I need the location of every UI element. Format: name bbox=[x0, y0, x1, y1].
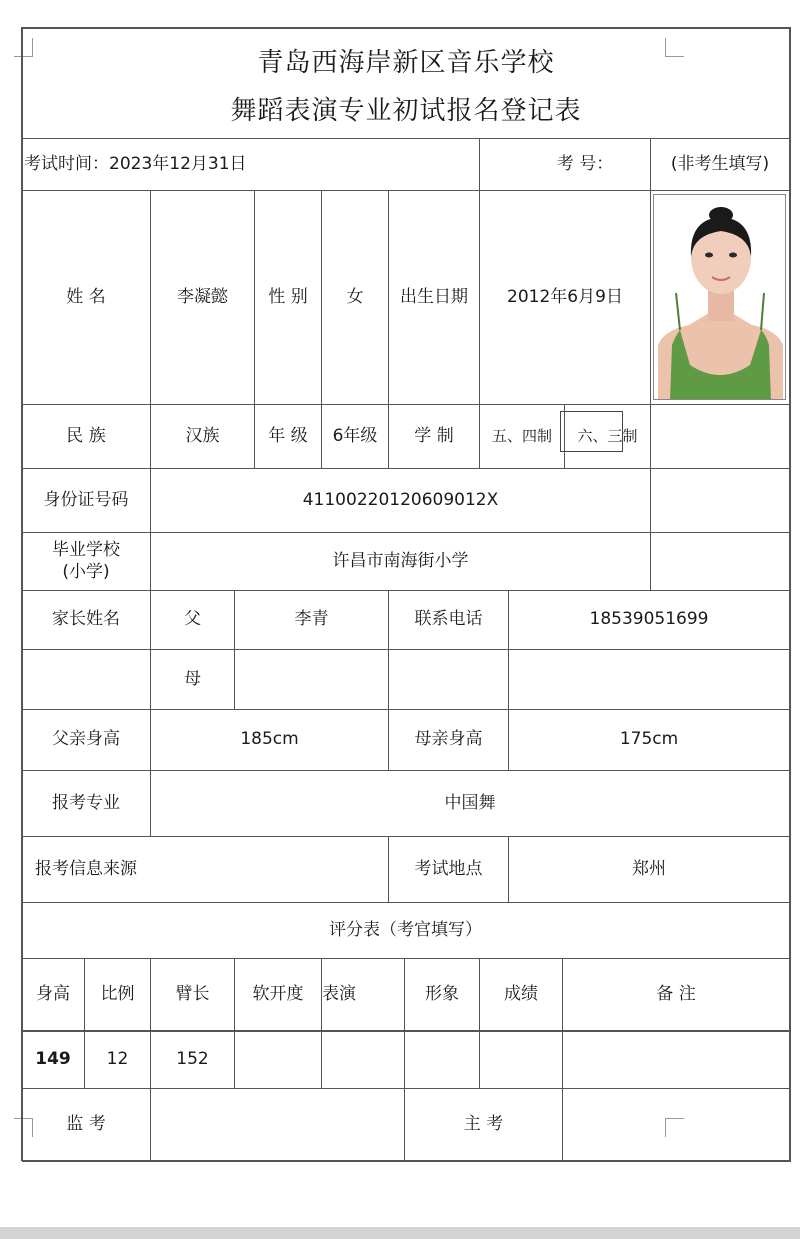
phone-label: 联系电话 bbox=[414, 609, 483, 630]
score-value-image[interactable] bbox=[405, 1031, 479, 1088]
grade-label: 年 级 bbox=[268, 425, 308, 446]
info-source-label: 报考信息来源 bbox=[35, 858, 137, 879]
mother-height-value[interactable]: 175cm bbox=[619, 729, 679, 750]
score-value-flexibility[interactable] bbox=[235, 1031, 321, 1088]
score-header-proportion: 比例 bbox=[100, 983, 135, 1004]
score-header-image: 形象 bbox=[425, 983, 459, 1004]
chief-examiner-signature-field[interactable] bbox=[563, 1089, 789, 1160]
ethnicity-label: 民 族 bbox=[66, 425, 106, 446]
school-system-option-6-3[interactable]: 六、三制 bbox=[577, 427, 638, 446]
proctor-signature-field[interactable] bbox=[151, 1089, 404, 1160]
school-title: 青岛西海岸新区音乐学校 bbox=[257, 48, 555, 78]
mother-name-value[interactable] bbox=[235, 650, 388, 709]
score-header-result: 成绩 bbox=[504, 983, 538, 1004]
form-title: 舞蹈表演专业初试报名登记表 bbox=[230, 96, 582, 126]
score-value-remarks[interactable] bbox=[563, 1031, 789, 1088]
mother-phone-label-empty bbox=[389, 650, 508, 709]
school-system-label: 学 制 bbox=[414, 425, 454, 446]
mother-phone-value[interactable] bbox=[509, 650, 789, 709]
father-height-label: 父亲身高 bbox=[52, 729, 120, 750]
father-label: 父 bbox=[184, 609, 201, 630]
exam-location-label: 考试地点 bbox=[414, 858, 483, 879]
score-header-height: 身高 bbox=[36, 983, 70, 1004]
exam-location-value[interactable]: 郑州 bbox=[632, 858, 666, 879]
parent-name-label: 家长姓名 bbox=[52, 609, 120, 630]
ethnicity-value[interactable]: 汉族 bbox=[185, 425, 220, 446]
mother-height-label: 母亲身高 bbox=[414, 729, 483, 750]
grade-value[interactable]: 6年级 bbox=[332, 425, 378, 446]
father-phone-value[interactable]: 18539051699 bbox=[589, 609, 709, 630]
graduation-school-label-line1: 毕业学校 bbox=[52, 540, 120, 561]
score-value-height[interactable]: 149 bbox=[35, 1048, 71, 1069]
graduation-school-label-line2: (小学) bbox=[62, 561, 110, 582]
score-header-flexibility: 软开度 bbox=[252, 983, 304, 1004]
score-value-performance[interactable] bbox=[322, 1031, 404, 1088]
chief-examiner-label: 主 考 bbox=[463, 1113, 504, 1134]
birth-date-label: 出生日期 bbox=[400, 286, 468, 307]
selected-option-box bbox=[560, 411, 623, 452]
major-value[interactable]: 中国舞 bbox=[444, 792, 496, 813]
score-header-performance: 表演 bbox=[322, 983, 356, 1004]
major-label: 报考专业 bbox=[52, 792, 120, 813]
gender-label: 性 别 bbox=[268, 286, 308, 307]
score-value-arm-length[interactable]: 152 bbox=[176, 1048, 209, 1069]
portrait-image bbox=[654, 195, 786, 400]
exam-time: 考试时间：2023年12月31日 bbox=[24, 153, 247, 174]
id-number-value[interactable]: 41100220120609012X bbox=[302, 489, 499, 510]
graduation-school-value[interactable]: 许昌市南海街小学 bbox=[332, 550, 469, 571]
info-source-value[interactable] bbox=[151, 837, 388, 902]
applicant-photo bbox=[653, 194, 786, 400]
graduation-school-label bbox=[22, 533, 150, 590]
exam-number-field[interactable]: (非考生填写) bbox=[670, 153, 770, 174]
score-header-remarks: 备 注 bbox=[656, 983, 696, 1004]
father-name-value[interactable]: 李青 bbox=[294, 609, 329, 630]
proctor-label: 监 考 bbox=[66, 1113, 106, 1134]
name-label: 姓 名 bbox=[66, 286, 106, 307]
scoring-title: 评分表（考官填写） bbox=[329, 919, 482, 940]
score-value-result[interactable] bbox=[480, 1031, 562, 1088]
birth-date-value[interactable]: 2012年6月9日 bbox=[507, 286, 623, 307]
school-system-option-5-4[interactable]: 五、四制 bbox=[491, 427, 552, 446]
mother-label: 母 bbox=[184, 668, 201, 689]
exam-number-label: 考 号： bbox=[556, 153, 614, 174]
score-header-arm-length: 臂长 bbox=[175, 983, 210, 1004]
bottom-scroll-bar bbox=[0, 1227, 800, 1239]
name-value[interactable]: 李凝懿 bbox=[177, 286, 228, 307]
gender-value[interactable]: 女 bbox=[346, 286, 364, 307]
score-value-proportion[interactable]: 12 bbox=[106, 1048, 129, 1069]
id-number-label: 身份证号码 bbox=[43, 489, 129, 510]
father-height-value[interactable]: 185cm bbox=[240, 729, 299, 750]
